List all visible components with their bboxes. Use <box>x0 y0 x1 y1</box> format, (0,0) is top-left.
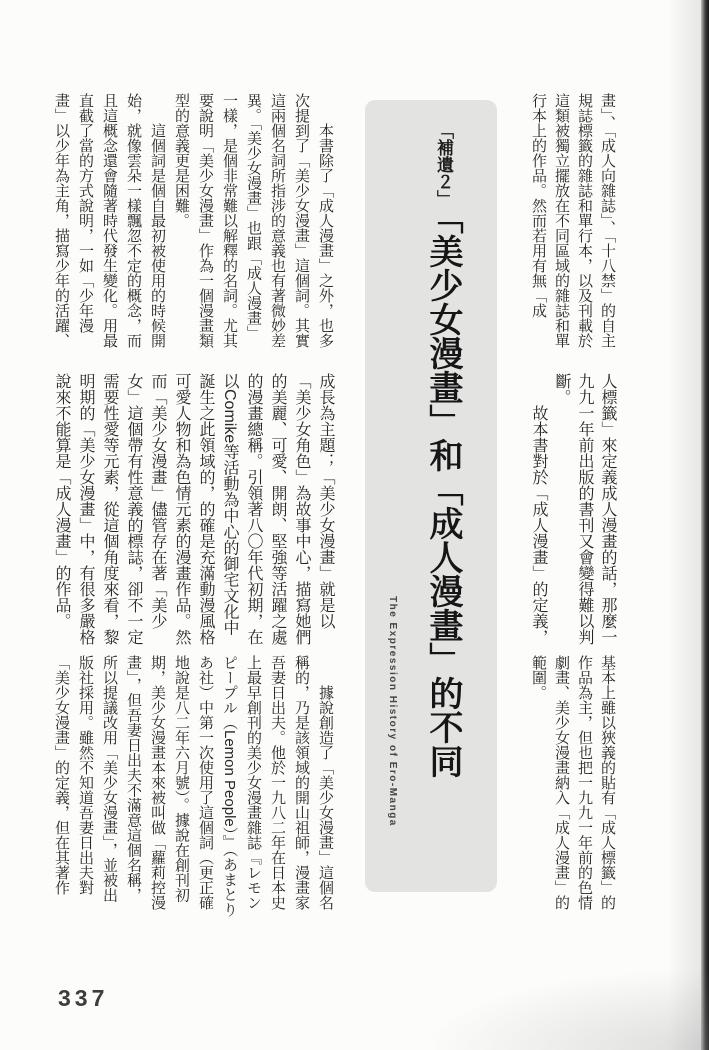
paragraph: 人標籤」來定義成人漫畫的話，那麼一九九一年前出版的書刊又會變得難以判斷。 <box>553 373 616 645</box>
paragraph: 本書除了「成人漫畫」之外，也多次提到了「美少女漫畫」這個詞。其實這兩個名詞所指涉的意義也有著微妙差異。「美少女漫畫」也跟「成人漫畫」一樣，是個非常難以解釋的名詞。尤其要說明「美少女漫畫」作為一個漫畫類型的意義更是困難。 <box>173 93 334 348</box>
right-text-band-3 <box>527 655 619 917</box>
right-text-band-2 <box>527 373 619 650</box>
right-text-band-1 <box>527 93 619 351</box>
section-heading <box>419 122 468 778</box>
paragraph: 故本書對於「成人漫畫」的定義， <box>530 405 547 645</box>
section-kicker: 「補遺２」 <box>434 122 453 207</box>
body-text-band-3 <box>49 655 337 917</box>
paragraph: 這個詞是個自最初被使用的時候開始，就像雲朵一樣飄忽不定的概念，而且這概念還會隨著時代發生變化。用最直截了當的方式說明，一如「少年漫畫」以少年為主角，描寫少年的活躍、 <box>53 93 166 348</box>
section-heading-block <box>365 100 497 892</box>
section-subtitle-english: The Expression History of Ero-Manga <box>387 596 398 827</box>
body-text-band-1 <box>49 93 337 351</box>
paragraph: 畫」、「成人向雜誌」、「十八禁」的自主規誌標籤的雜誌和單行本，以及刊載於這類被獨立擺放在不同區域的雜誌和單行本上的作品。然而若用有無「成 <box>530 93 616 348</box>
paragraph: 成長為主題；「美少女漫畫」就是以「美少女角色」為故事中心，描寫她們的美麗、可愛、開朗、堅強等活躍之處的漫畫總稱。引領著八〇年代初期，在以Comike等活動為中心的御宅文化中誕生之此領域的，的確是充滿動漫風格可愛人物和為色情元素的漫畫作品。然而「美少女漫畫」儘管存在著「美少女」這個帶有性意義的標誌，卻不一定需要性愛等元素，從這個角度來看，黎明期的「美少女漫畫」中，有很多嚴格說來不能算是「成人漫畫」的作品。 <box>53 373 334 645</box>
scan-edge-strip <box>701 0 709 1050</box>
scan-shadow-bottom-right <box>429 970 709 1050</box>
scan-shadow-right <box>667 0 701 1050</box>
body-text-band-2 <box>49 373 337 650</box>
paragraph: 據說創造了「美少女漫畫」這個名稱的，乃是該領域的開山祖師，漫畫家吾妻日出夫。他於一九八二年在日本史上最早創刊的美少女漫畫雜誌『レモンピープル（Lemon People）』（あまとりあ社）中第一次使用了這個詞（更正確地說是八二年六月號）。據說在創刊初期，美少女漫畫本來被叫做「蘿莉控漫畫」，但吾妻日出夫不滿意這個名稱，所以提議改用「美少女漫畫」，並被出版社採用。雖然不知道吾妻日出夫對「美少女漫畫」的定義，但在其著作 <box>53 655 334 917</box>
paragraph: 基本上雖以狹義的貼有「成人標籤」的作品為主，但也把一九九一年前的色情劇畫、美少女漫畫納入「成人漫畫」的範圍。 <box>530 655 616 910</box>
section-title: 「美少女漫畫」和「成人漫畫」的不同 <box>424 217 462 778</box>
page-number: 337 <box>58 985 109 1011</box>
